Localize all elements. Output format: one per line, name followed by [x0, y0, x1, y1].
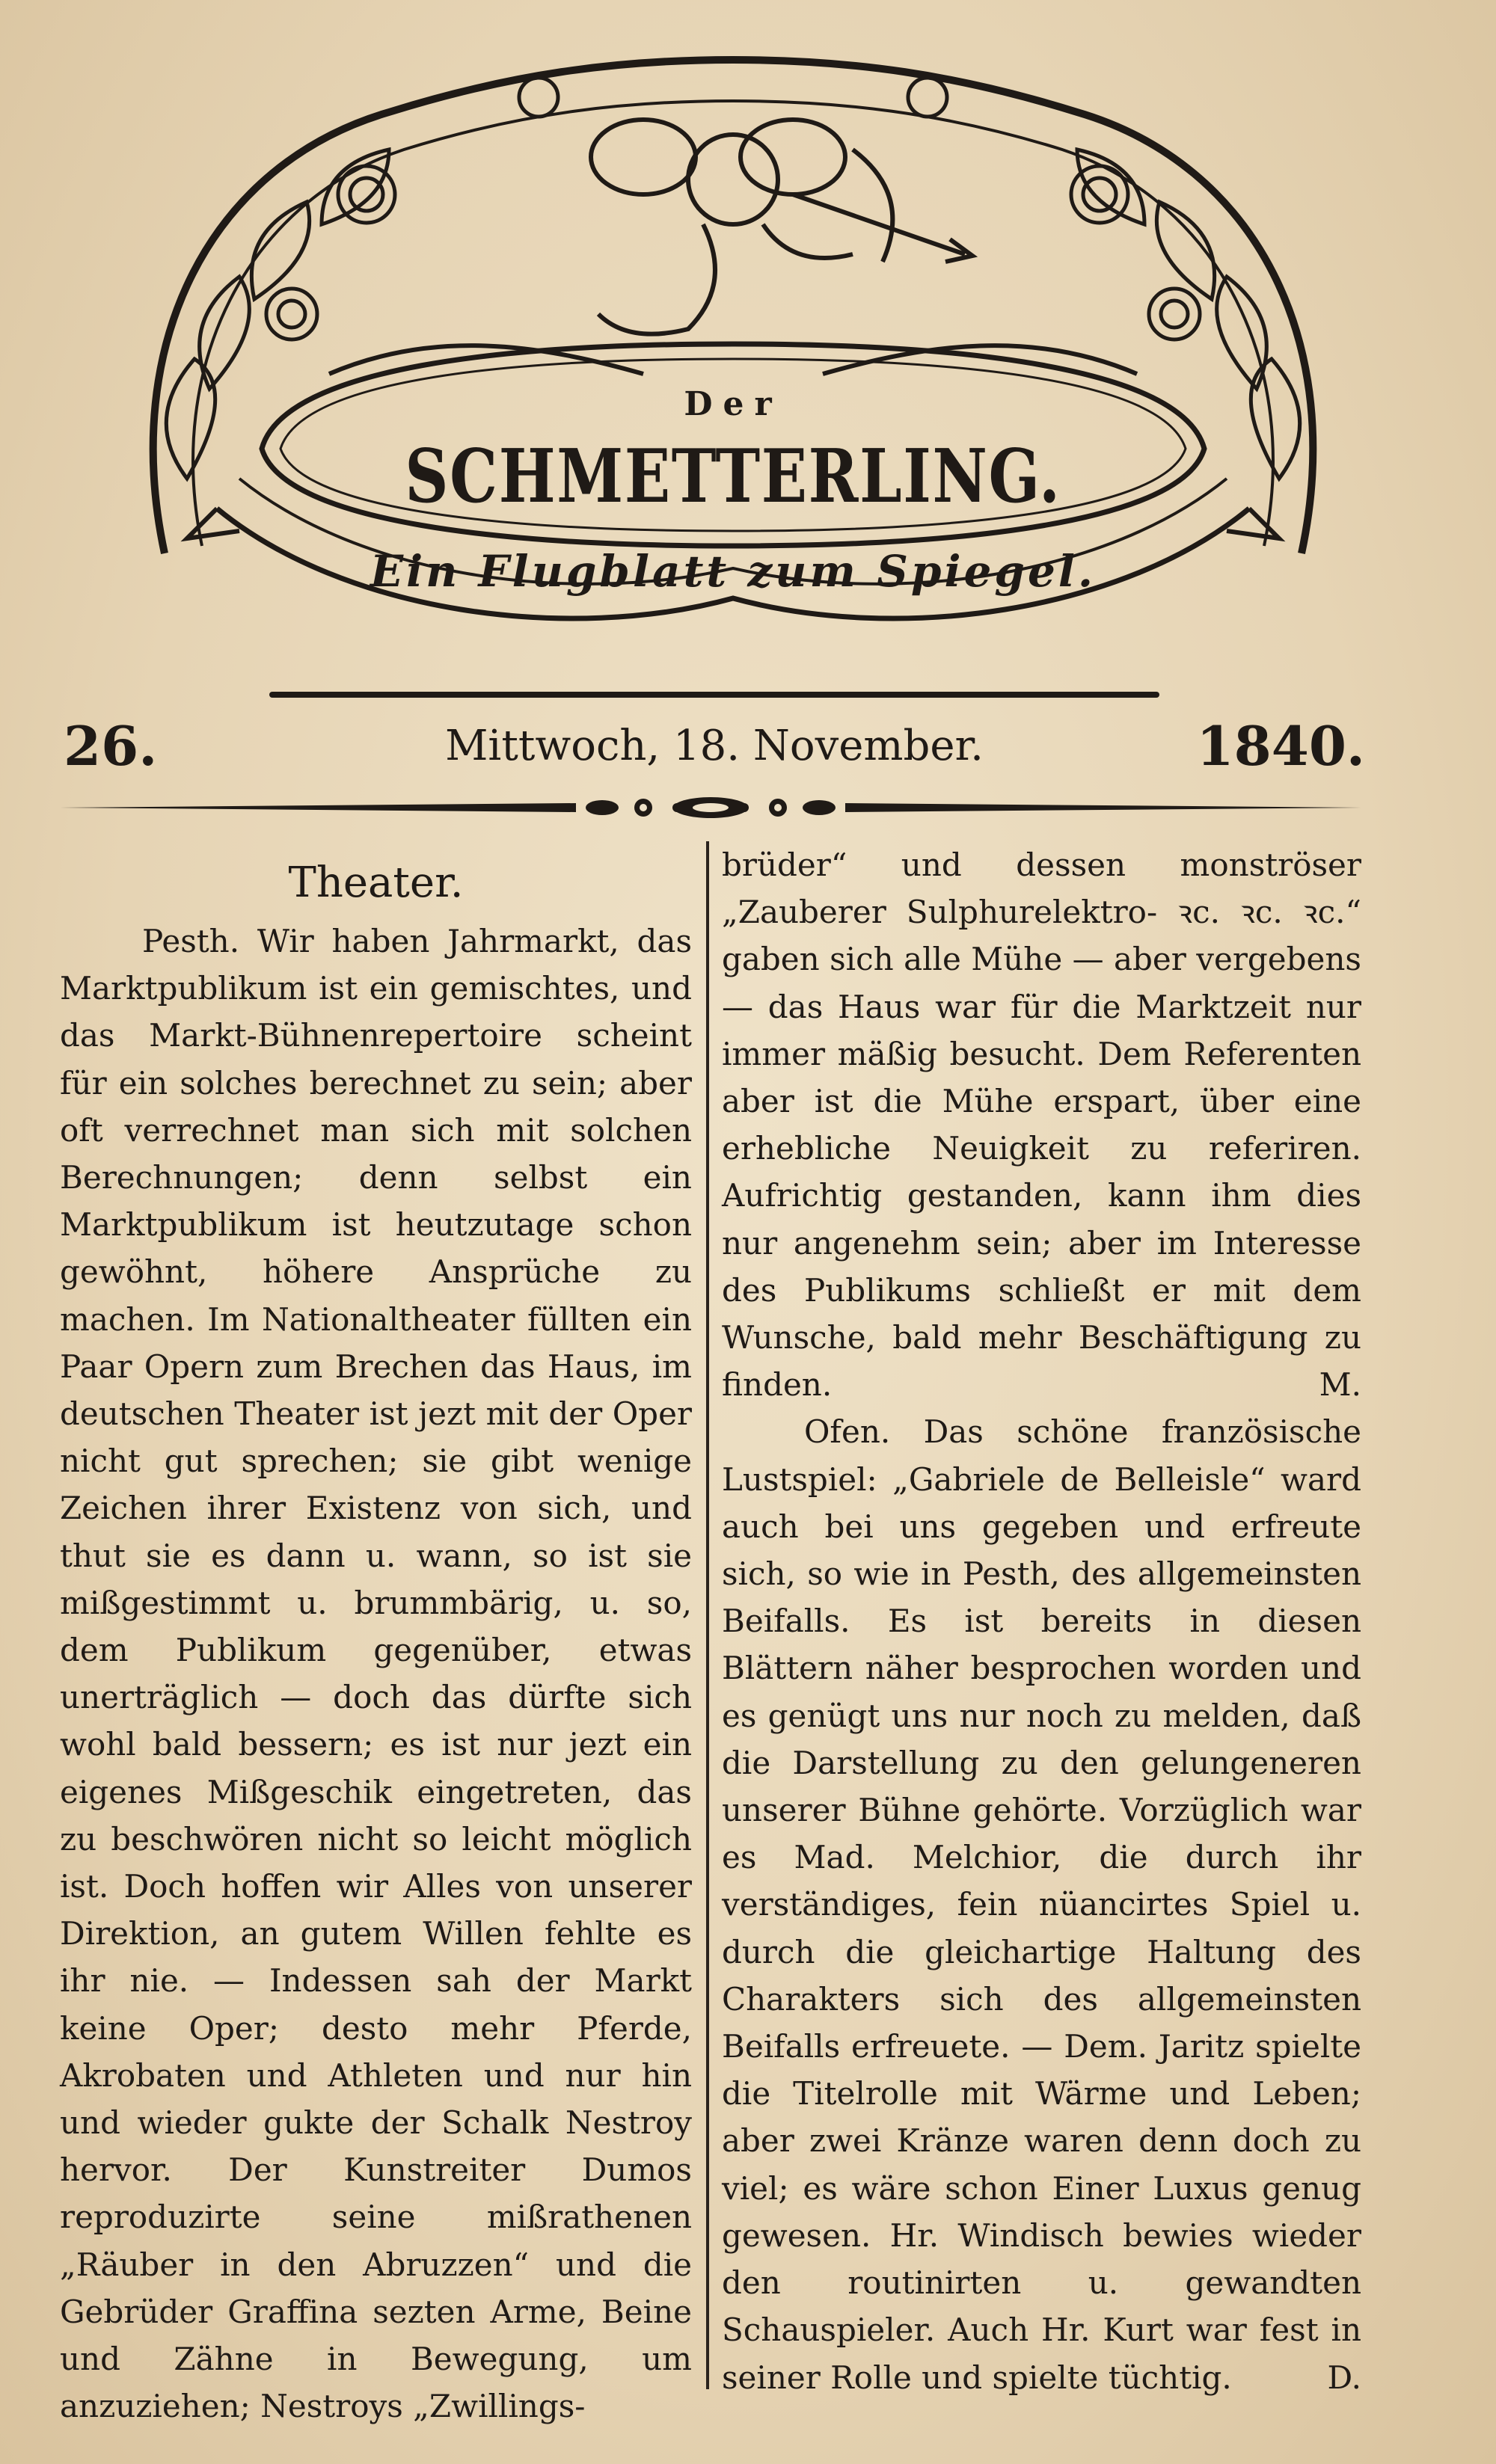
issue-date: Mittwoch, 18. November. [445, 722, 984, 770]
ornamental-rule [60, 793, 1361, 823]
article-paragraph [722, 841, 1361, 1408]
right-column [722, 841, 1361, 2401]
masthead-article: Der [684, 385, 782, 423]
article-paragraph [722, 1408, 1361, 2400]
signature: D. [1327, 2359, 1361, 2396]
masthead [120, 30, 1346, 673]
column-divider [706, 841, 709, 2389]
section-heading: Theater. [288, 858, 464, 907]
masthead-subtitle: Ein Flugblatt zum Spiegel. [370, 546, 1097, 597]
issue-year: 1840. [1196, 714, 1365, 778]
masthead-title: SCHMETTERLING. [405, 434, 1061, 520]
article-text: Ofen. Das schöne französische Lustspiel: „Gabriele de Belleisle“ ward auch bei uns gegeben und erfreute sich, so wie in Pesth, des allgemeinsten Beifalls. Es ist bereits in diesen Blättern näher besprochen worden und es genügt uns nur noch zu melden, daß die Darstellung zu den gelungeneren unserer Bühne gehörte. Vorzüglich war es Mad. Melchior, die durch ihr verständiges, fein nüancirtes Spiel u. durch die gleichartige Haltung des Charakters sich des allgemeinsten Beifalls erfreuete. — Dem. Jaritz spielte die Titelrolle mit Wärme und Leben; aber zwei Kränze waren denn doch zu viel; es wäre schon Einer Luxus genug gewesen. Hr. Windisch bewies wieder den routinirten u. gewandten Schauspieler. Auch Hr. Kurt war fest in seiner Rolle und spielte tüchtig. [722, 1413, 1361, 2396]
article-text: brüder“ und dessen monströser „Zauberer Sulphurelektro- ꝛc. ꝛc. ꝛc.“ gaben sich alle Mühe — aber vergebens — das Haus war für die Marktzeit nur immer mäßig besucht. Dem Referenten aber ist die Mühe erspart, über eine erhebliche Neuigkeit zu referiren. Aufrichtig gestanden, kann ihm dies nur angenehm sein; aber im Interesse des Publikums schließt er mit dem Wunsche, bald mehr Beschäftigung zu finden. [722, 847, 1361, 1404]
ornamental-rule-graphic [60, 793, 1361, 823]
left-column [60, 841, 692, 2430]
dateline [64, 714, 1365, 781]
top-rule [269, 692, 1159, 698]
issue-number: 26. [64, 714, 158, 778]
article-paragraph: Pesth. Wir haben Jahrmarkt, das Marktpublikum ist ein gemischtes, und das Markt-Bühnenrepertoire scheint für ein solches berechnet zu sein; aber oft verrechnet man sich mit solchen Berechnungen; denn selbst ein Marktpublikum ist heutzutage schon gewöhnt, höhere Ansprüche zu machen. Im Nationaltheater füllten ein Paar Opern zum Brechen das Haus, im deutschen Theater ist jezt mit der Oper nicht gut sprechen; sie gibt wenige Zeichen ihrer Existenz von sich, und thut sie es dann u. wann, so ist sie mißgestimmt u. brummbärig, u. so, dem Publikum gegenüber, etwas unerträglich — doch das dürfte sich wohl bald bessern; es ist nur jezt ein eigenes Mißgeschik eingetreten, das zu beschwören nicht so leicht möglich ist. Doch hoffen wir Alles von unserer Direktion, an gutem Willen fehlte es ihr nie. — Indessen sah der Markt keine Oper; desto mehr Pferde, Akrobaten und Athleten und nur hin und wieder gukte der Schalk Nestroy hervor. Der Kunstreiter Dumos reproduzirte seine mißrathenen „Räuber in den Abruzzen“ und die Gebrüder Graffina sezten Arme, Beine und Zähne in Bewegung, um anzuziehen; Nestroys „Zwillings- [60, 923, 692, 2425]
signature: M. [1319, 1366, 1361, 1404]
